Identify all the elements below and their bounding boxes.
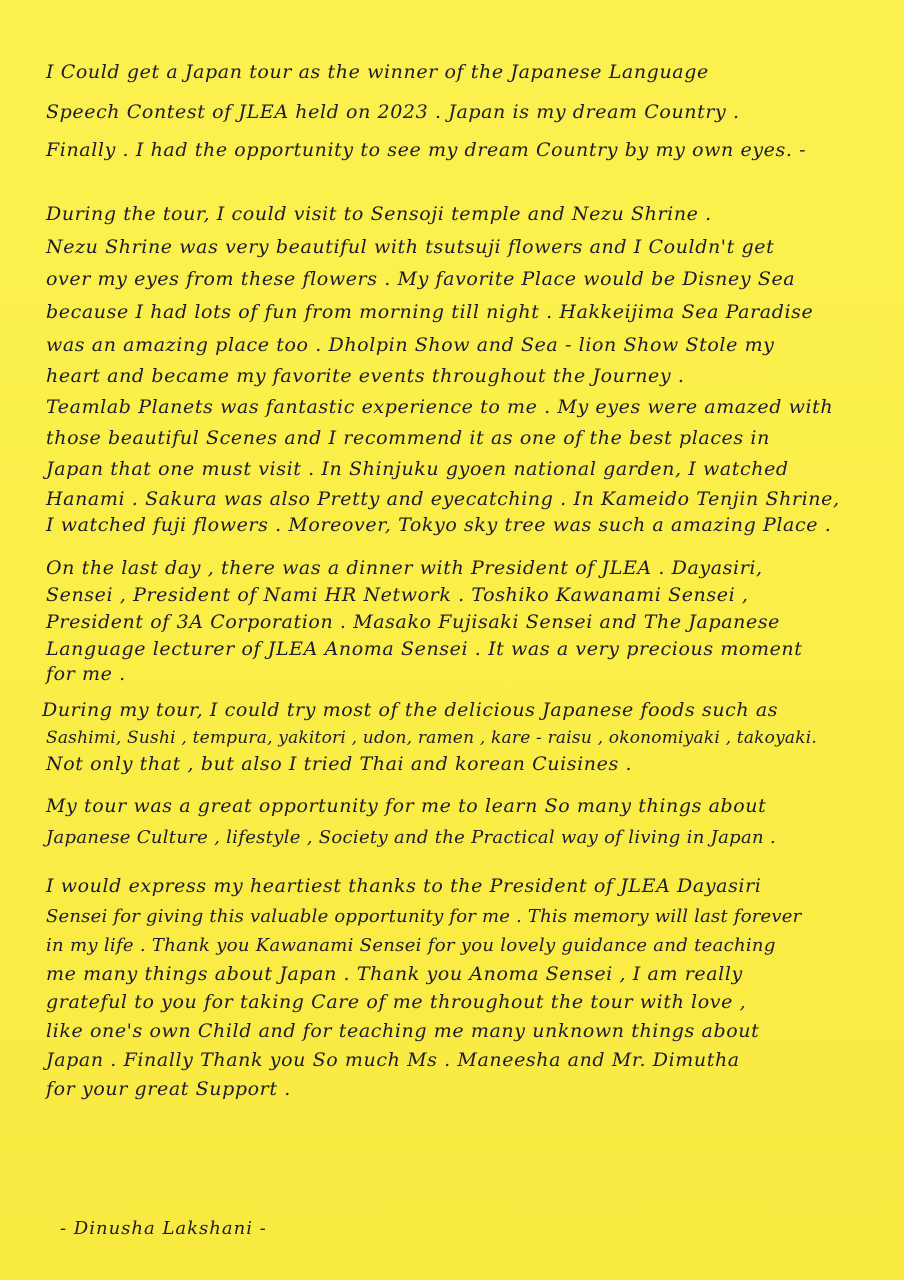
letter-line: because I had lots of fun from morning till night . Hakkeijima Sea Paradise	[46, 301, 814, 323]
letter-line: Nezu Shrine was very beautiful with tsutsuji flowers and I Couldn't get	[46, 236, 775, 258]
letter-line: Finally . I had the opportunity to see my dream Country by my own eyes. -	[46, 139, 807, 161]
letter-line: Japan . Finally Thank you So much Ms . Maneesha and Mr. Dimutha	[46, 1049, 740, 1071]
letter-line: Language lecturer of JLEA Anoma Sensei . It was a very precious moment	[46, 638, 803, 660]
letter-line: Not only that , but also I tried Thai and korean Cuisines .	[46, 753, 633, 775]
letter-line: Speech Contest of JLEA held on 2023 . Japan is my dream Country .	[46, 101, 740, 123]
letter-line: for me .	[46, 663, 126, 685]
letter-line: My tour was a great opportunity for me to learn So many things about	[46, 795, 767, 817]
letter-line: Japanese Culture , lifestyle , Society and the Practical way of living in Japan .	[46, 827, 776, 848]
letter-line: Sensei , President of Nami HR Network . Toshiko Kawanami Sensei ,	[46, 584, 749, 606]
letter-line: was an amazing place too . Dholpin Show and Sea - lion Show Stole my	[46, 334, 775, 356]
letter-line: Japan that one must visit . In Shinjuku gyoen national garden, I watched	[46, 458, 789, 480]
letter-line: I Could get a Japan tour as the winner of the Japanese Language	[46, 61, 709, 83]
signature: - Dinusha Lakshani -	[60, 1218, 267, 1239]
letter-line: I watched fuji flowers . Moreover, Tokyo sky tree was such a amazing Place .	[46, 514, 832, 536]
letter-line: me many things about Japan . Thank you Anoma Sensei , I am really	[46, 963, 743, 985]
letter-line: Hanami . Sakura was also Pretty and eyecatching . In Kameido Tenjin Shrine,	[46, 488, 840, 510]
letter-line: Sashimi, Sushi , tempura, yakitori , udon, ramen , kare - raisu , okonomiyaki , takoyaki.	[46, 728, 817, 748]
letter-line: heart and became my favorite events throughout the Journey .	[46, 365, 685, 387]
letter-line: On the last day , there was a dinner with President of JLEA . Dayasiri,	[46, 557, 763, 579]
letter-line: During my tour, I could try most of the delicious Japanese foods such as	[42, 699, 779, 721]
letter-line: over my eyes from these flowers . My favorite Place would be Disney Sea	[46, 268, 796, 290]
letter-line: like one's own Child and for teaching me many unknown things about	[46, 1020, 760, 1042]
letter-line: During the tour, I could visit to Sensoji temple and Nezu Shrine .	[46, 203, 712, 225]
letter-line: for your great Support .	[46, 1078, 291, 1100]
letter-line: President of 3A Corporation . Masako Fujisaki Sensei and The Japanese	[46, 611, 781, 633]
letter-line: those beautiful Scenes and I recommend it as one of the best places in	[46, 427, 770, 449]
letter-line: I would express my heartiest thanks to the President of JLEA Dayasiri	[46, 875, 762, 897]
letter-line: Sensei for giving this valuable opportunity for me . This memory will last forever	[46, 906, 802, 927]
letter-line: Teamlab Planets was fantastic experience to me . My eyes were amazed with	[46, 396, 834, 418]
letter-line: grateful to you for taking Care of me throughout the tour with love ,	[46, 991, 747, 1013]
letter-line: in my life . Thank you Kawanami Sensei for you lovely guidance and teaching	[46, 935, 776, 956]
